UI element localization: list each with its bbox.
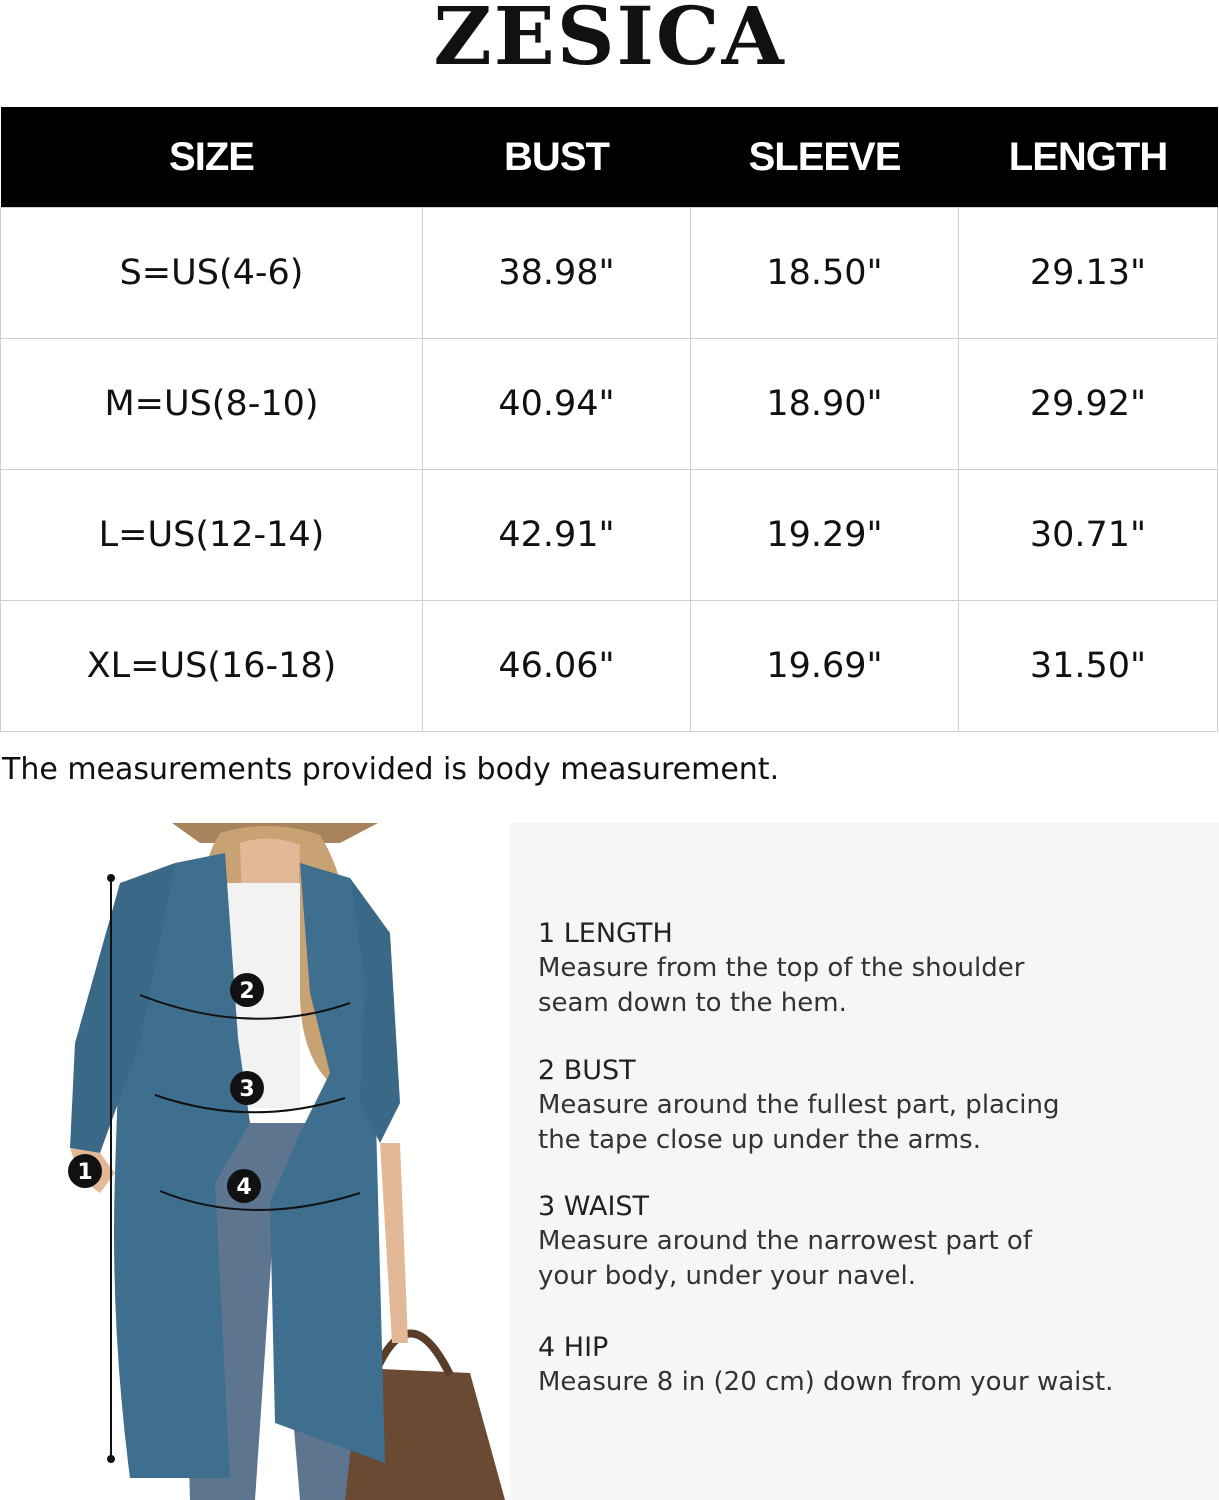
- brand-logo: ZESICA: [433, 0, 786, 83]
- cell-bust: 40.94": [423, 339, 691, 470]
- cell-sleeve: 19.29": [691, 470, 959, 601]
- header-bust: BUST: [423, 107, 691, 208]
- cell-sleeve: 19.69": [691, 601, 959, 732]
- guide-item-bust: [538, 1054, 1198, 1158]
- size-chart-table: [0, 107, 1218, 732]
- header-sleeve: SLEEVE: [691, 107, 959, 208]
- guide-item-waist: [538, 1190, 1198, 1294]
- cell-length: 29.92": [959, 339, 1218, 470]
- header-size: SIZE: [1, 107, 423, 208]
- table-row: [1, 601, 1218, 732]
- guide-title: 3 WAIST: [538, 1191, 650, 1222]
- marker-4-icon: [227, 1169, 261, 1203]
- guide-title: 1 LENGTH: [538, 918, 673, 949]
- guide-item-hip: [538, 1331, 1198, 1400]
- cell-bust: 38.98": [423, 208, 691, 339]
- cell-sleeve: 18.50": [691, 208, 959, 339]
- marker-2-icon: [230, 973, 264, 1007]
- measurement-guide-panel: [510, 823, 1219, 1500]
- cell-size: XL=US(16-18): [1, 601, 423, 732]
- cell-length: 30.71": [959, 470, 1218, 601]
- cell-length: 29.13": [959, 208, 1218, 339]
- marker-3-icon: [230, 1071, 264, 1105]
- table-row: [1, 339, 1218, 470]
- table-row: [1, 470, 1218, 601]
- model-measurement-illustration: [0, 823, 510, 1500]
- guide-desc: Measure around the narrowest part of your body, under your navel.: [538, 1226, 1032, 1291]
- svg-text:2: 2: [239, 979, 255, 1004]
- measurement-note: The measurements provided is body measurement.: [2, 752, 780, 787]
- header-length: LENGTH: [959, 107, 1218, 208]
- cell-length: 31.50": [959, 601, 1218, 732]
- guide-desc: Measure 8 in (20 cm) down from your waist.: [538, 1367, 1114, 1397]
- svg-text:3: 3: [239, 1077, 255, 1102]
- cell-size: M=US(8-10): [1, 339, 423, 470]
- right-arm-shape: [380, 1143, 408, 1343]
- svg-text:4: 4: [236, 1175, 252, 1200]
- cell-sleeve: 18.90": [691, 339, 959, 470]
- marker-1-icon: [68, 1154, 102, 1188]
- table-row: [1, 208, 1218, 339]
- guide-title: 2 BUST: [538, 1055, 636, 1086]
- length-line-top-dot: [107, 874, 115, 882]
- cell-size: L=US(12-14): [1, 470, 423, 601]
- bag-strap-shape: [375, 1333, 450, 1375]
- guide-title: 4 HIP: [538, 1332, 609, 1363]
- cell-bust: 42.91": [423, 470, 691, 601]
- table-header-row: [1, 107, 1218, 208]
- guide-item-length: [538, 917, 1198, 1021]
- guide-desc: Measure around the fullest part, placing the tape close up under the arms.: [538, 1090, 1060, 1155]
- cell-size: S=US(4-6): [1, 208, 423, 339]
- cell-bust: 46.06": [423, 601, 691, 732]
- svg-text:1: 1: [77, 1160, 93, 1185]
- guide-desc: Measure from the top of the shoulder seam down to the hem.: [538, 953, 1025, 1018]
- length-line-bottom-dot: [107, 1455, 115, 1463]
